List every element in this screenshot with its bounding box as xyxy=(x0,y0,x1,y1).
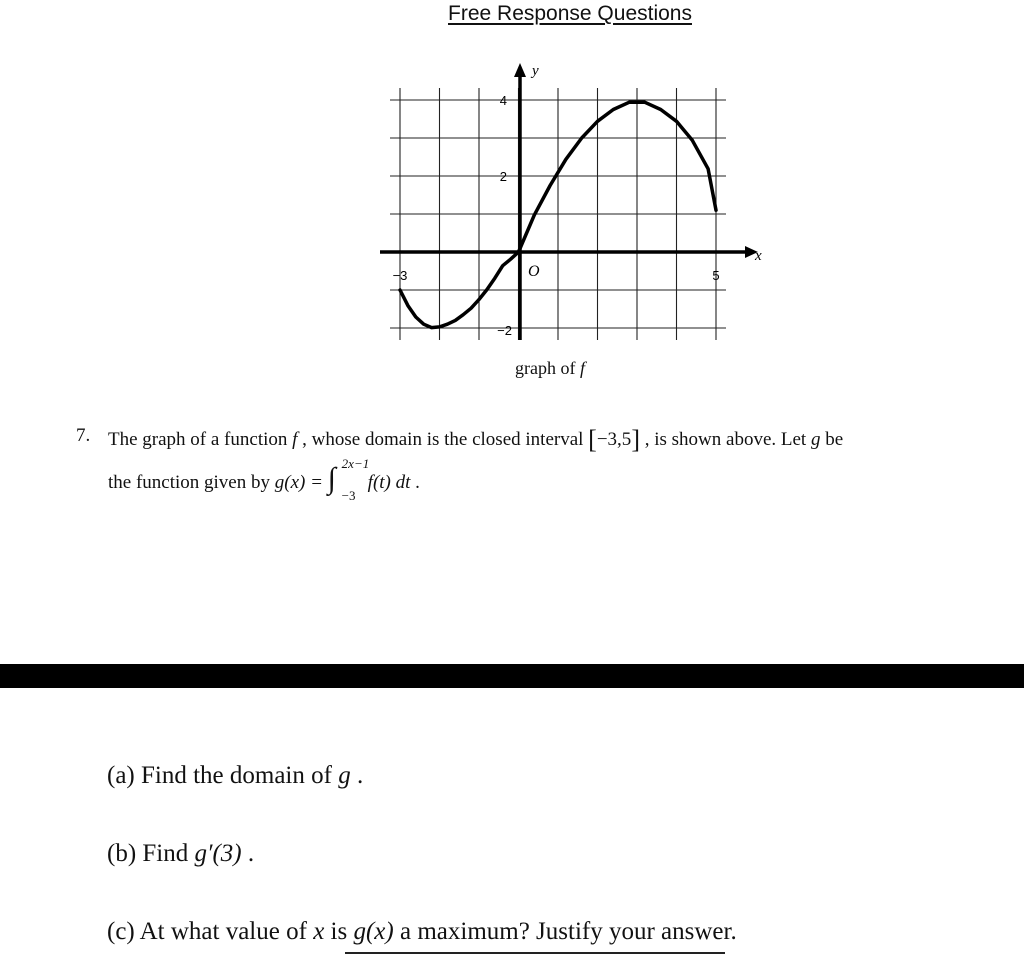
bracket-open: [ xyxy=(588,425,597,454)
text: . xyxy=(410,472,420,493)
y-tick-label-4: 4 xyxy=(499,93,507,108)
origin-label: O xyxy=(528,263,540,280)
part-b xyxy=(107,840,254,868)
lower-limit: −3 xyxy=(341,488,356,503)
var-g: g xyxy=(338,762,351,789)
x-tick-label-5: 5 xyxy=(712,268,720,283)
text: (c) At what value of xyxy=(107,918,314,945)
x-axis-label: x xyxy=(755,248,762,264)
text: a maximum? Justify your answer. xyxy=(393,918,737,945)
caption-var: f xyxy=(579,358,585,378)
g-prime-3: g′(3) xyxy=(194,840,242,867)
graph-of-f xyxy=(360,55,780,355)
y-axis-label: y xyxy=(532,63,539,79)
y-tick-label-neg2: −2 xyxy=(497,323,512,338)
text: (b) Find xyxy=(107,840,195,867)
text: is xyxy=(324,918,354,945)
integrand: f(t) dt xyxy=(367,472,411,493)
divider-bar xyxy=(0,664,1024,688)
y-tick-label-2: 2 xyxy=(499,169,507,184)
integral-sign: ∫ xyxy=(327,462,336,495)
y-axis-arrow xyxy=(514,63,526,77)
text: (a) Find the domain of xyxy=(107,762,339,789)
problem-statement-line2 xyxy=(108,456,420,503)
var-g: g xyxy=(810,429,821,450)
underline-rule xyxy=(345,952,725,954)
part-a xyxy=(107,762,363,790)
text: , whose domain is the closed interval xyxy=(297,429,589,450)
text: the function given by xyxy=(108,472,275,493)
var-f: f xyxy=(292,429,298,450)
text: be xyxy=(820,429,844,450)
grid xyxy=(390,88,726,340)
interval: −3,5 xyxy=(596,429,632,450)
problem-statement-line1 xyxy=(108,425,843,455)
integral xyxy=(327,456,370,503)
upper-limit: 2x−1 xyxy=(341,456,370,471)
part-c xyxy=(107,918,737,946)
page-title: Free Response Questions xyxy=(448,2,692,25)
bracket-close: ] xyxy=(631,425,640,454)
var-x: x xyxy=(313,918,325,945)
g-of-x: g(x) xyxy=(353,918,394,945)
x-tick-label-neg3: −3 xyxy=(392,268,408,283)
text: . xyxy=(350,762,364,789)
text: . xyxy=(241,840,255,867)
caption-text: graph of xyxy=(515,358,580,378)
text: The graph of a function xyxy=(108,429,293,450)
text: , is shown above. Let xyxy=(639,429,811,450)
g-of-x: g(x) = xyxy=(274,472,328,493)
graph-caption xyxy=(515,358,585,379)
problem-number: 7. xyxy=(76,425,91,446)
